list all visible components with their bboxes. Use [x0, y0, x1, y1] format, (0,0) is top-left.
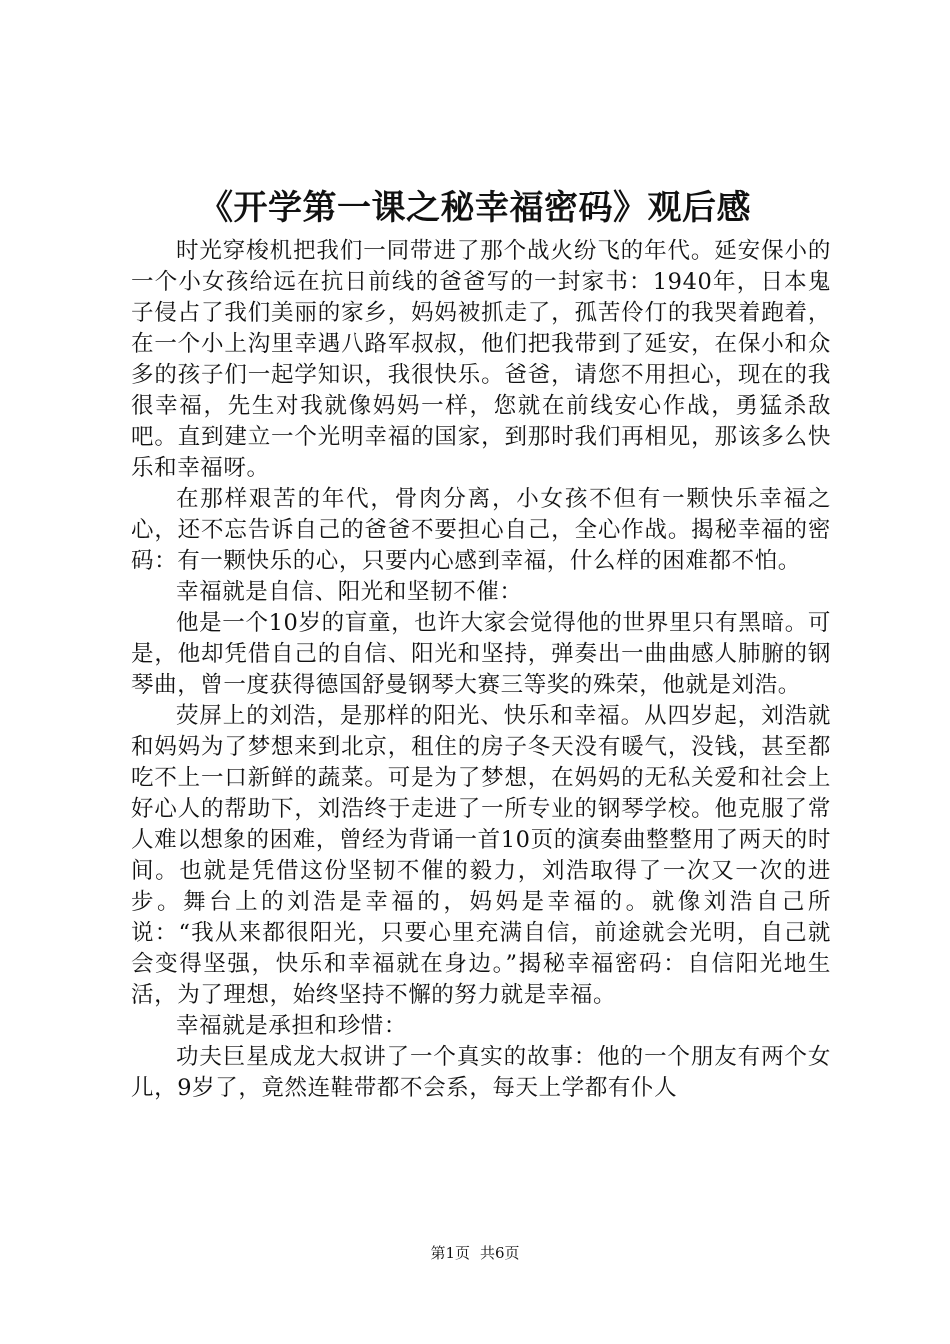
section-heading: 幸福就是承担和珍惜： — [176, 1013, 408, 1039]
document-title: 《开学第一课之秘幸福密码》观后感 — [199, 188, 751, 228]
paragraph: 时光穿梭机把我们一同带进了那个战火纷飞的年代。延安保小的一个小女孩给远在抗日前线的爸爸写的一封家书：1940年，日本鬼子侵占了我们美丽的家乡，妈妈被抓走了，孤苦伶仃的我哭着跑着，在一个小上沟里幸遇八路军叔叔，他们把我带到了延安，在保小和众多的孩子们一起学知识，我很快乐。爸爸，请您不用担心，现在的我很幸福，先生对我就像妈妈一样，您就在前线安心作战，勇猛杀敌吧。直到建立一个光明幸福的国家，到那时我们再相见，那该多么快乐和幸福呀。 — [131, 238, 831, 481]
page-total: 共6页 — [480, 1244, 520, 1262]
section-heading: 幸福就是自信、阳光和坚韧不催： — [176, 579, 523, 605]
paragraph: 功夫巨星成龙大叔讲了一个真实的故事：他的一个朋友有两个女儿，9岁了，竟然连鞋带都不会系，每天上学都有仆人 — [131, 1044, 831, 1101]
paragraph: 荧屏上的刘浩，是那样的阳光、快乐和幸福。从四岁起，刘浩就和妈妈为了梦想来到北京，租住的房子冬天没有暖气，没钱，甚至都吃不上一口新鲜的蔬菜。可是为了梦想，在妈妈的无私关爱和社会上好心人的帮助下，刘浩终于走进了一所专业的钢琴学校。他克服了常人难以想象的困难，曾经为背诵一首10页的演奏曲整整用了两天的时间。也就是凭借这份坚韧不催的毅力，刘浩取得了一次又一次的进步。舞台上的刘浩是幸福的，妈妈是幸福的。就像刘浩自己所说：“我从来都很阳光，只要心里充满自信，前途就会光明，自己就会变得坚强，快乐和幸福就在身边。”揭秘幸福密码：自信阳光地生活，为了理想，始终坚持不懈的努力就是幸福。 — [131, 703, 831, 1008]
document-body — [131, 236, 831, 1104]
paragraph: 他是一个10岁的盲童，也许大家会觉得他的世界里只有黑暗。可是，他却凭借自己的自信、阳光和坚持，弹奏出一曲曲感人肺腑的钢琴曲，曾一度获得德国舒曼钢琴大赛三等奖的殊荣，他就是刘浩。 — [131, 610, 831, 698]
paragraph: 在那样艰苦的年代，骨肉分离，小女孩不但有一颗快乐幸福之心，还不忘告诉自己的爸爸不要担心自己，全心作战。揭秘幸福的密码：有一颗快乐的心，只要内心感到幸福，什么样的困难都不怕。 — [131, 486, 831, 574]
page-footer — [0, 1243, 950, 1263]
page-number: 第1页 — [430, 1244, 470, 1262]
